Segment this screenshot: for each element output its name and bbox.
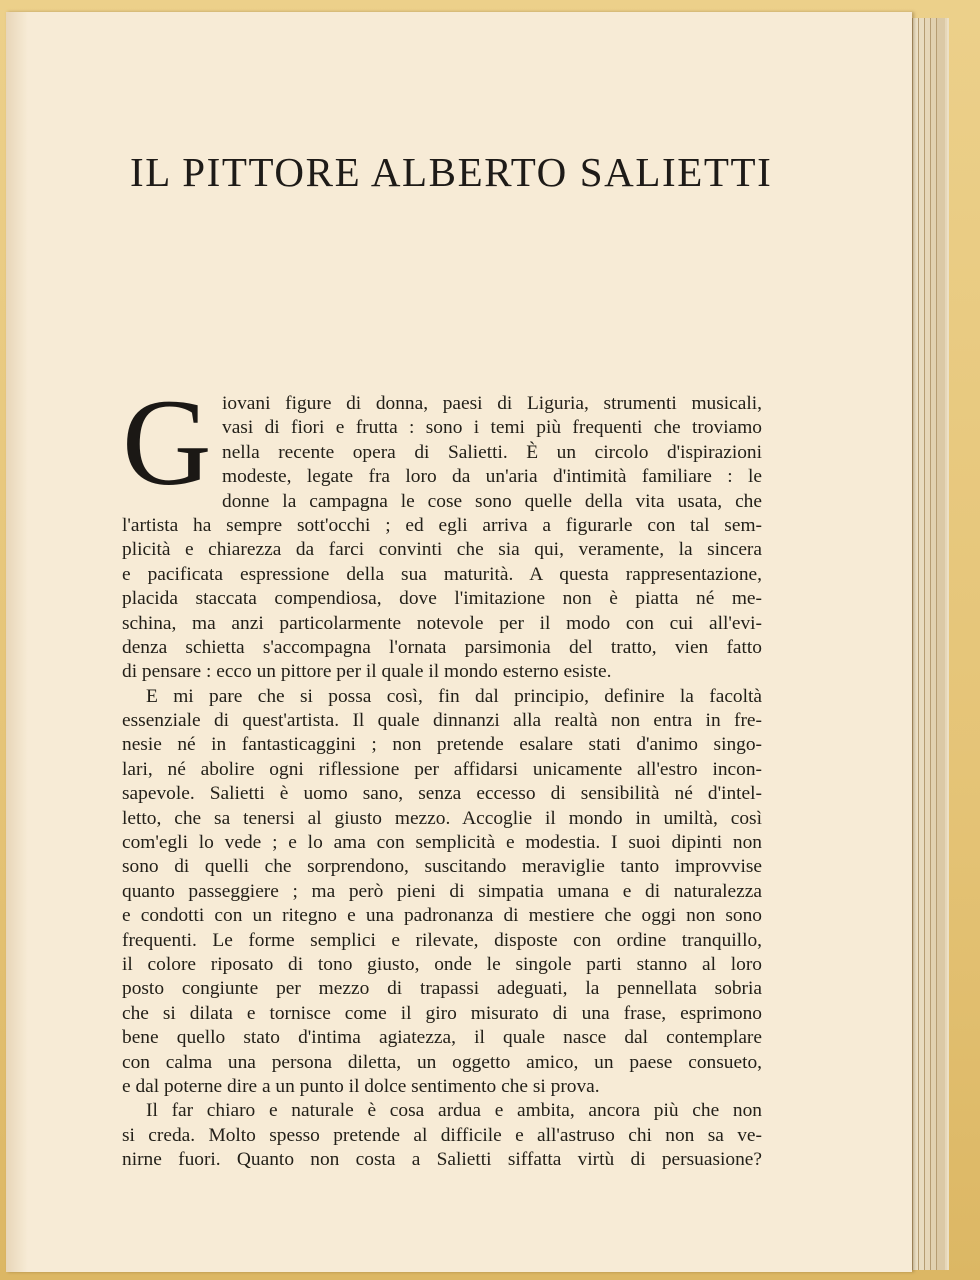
- text-line: e pacificata espressione della sua maturità. A questa rappresentazione,: [122, 563, 762, 585]
- page-edge: [936, 18, 945, 1270]
- text-line: donne la campagna le cose sono quelle della vita usata, che: [222, 490, 762, 512]
- text-line: letto, che sa tenersi al giusto mezzo. Accoglie il mondo in umiltà, così: [122, 807, 762, 829]
- text-line: vasi di fiori e frutta : sono i temi più frequenti che troviamo: [222, 417, 762, 439]
- text-line: nesie né in fantasticaggini ; non pretende esalare stati d'animo singo-: [122, 734, 762, 756]
- text-line: placida staccata compendiosa, dove l'imitazione non è piatta né me-: [122, 588, 762, 610]
- article-body: [122, 374, 762, 1173]
- text-line: posto congiunte per mezzo di trapassi adeguati, la pennellata sobria: [122, 978, 762, 1000]
- text-line: nirne fuori. Quanto non costa a Salietti siffatta virtù di persuasione?: [122, 1149, 762, 1171]
- text-line: con calma una persona diletta, un oggetto amico, un paese consueto,: [122, 1051, 762, 1073]
- drop-cap: G: [122, 374, 212, 511]
- text-line: frequenti. Le forme semplici e rilevate, disposte con ordine tranquillo,: [122, 929, 762, 951]
- text-line: e dal poterne dire a un punto il dolce sentimento che si prova.: [122, 1075, 600, 1097]
- text-line: modeste, legate fra loro da un'aria d'intimità familiare : le: [222, 466, 762, 488]
- text-line: il colore riposato di tono giusto, onde le singole parti stanno al loro: [122, 953, 762, 975]
- article-title: IL PITTORE ALBERTO SALIETTI: [130, 149, 773, 195]
- text-line: quanto passeggiere ; ma però pieni di simpatia umana e di naturalezza: [122, 880, 762, 902]
- text-line: Il far chiaro e naturale è cosa ardua e ambita, ancora più che non: [146, 1100, 762, 1122]
- text-line: plicità e chiarezza da farci convinti che sia qui, veramente, la sincera: [122, 539, 762, 561]
- text-line: che si dilata e tornisce come il giro misurato di una frase, esprimono: [122, 1002, 762, 1024]
- gutter-shadow: [6, 12, 28, 1272]
- text-line: iovani figure di donna, paesi di Liguria, strumenti musicali,: [222, 393, 762, 414]
- text-line: nella recente opera di Salietti. È un circolo d'ispirazioni: [222, 441, 762, 463]
- text-line: denza schietta s'accompagna l'ornata parsimonia del tratto, vien fatto: [122, 636, 762, 658]
- text-line: di pensare : ecco un pittore per il quale il mondo esterno esiste.: [122, 661, 612, 683]
- text-line: lari, né abolire ogni riflessione per affidarsi unicamente all'estro incon-: [122, 758, 762, 780]
- text-line: e condotti con un ritegno e una padronanza di mestiere che oggi non sono: [122, 905, 762, 927]
- text-line: l'artista ha sempre sott'occhi ; ed egli arriva a figurarle con tal sem-: [122, 514, 762, 536]
- text-line: sapevole. Salietti è uomo sano, senza eccesso di sensibilità né d'intel-: [122, 783, 762, 805]
- text-line: schina, ma anzi particolarmente notevole per il modo con cui all'evi-: [122, 612, 762, 634]
- text-line: si creda. Molto spesso pretende al difficile e all'astruso chi non sa ve-: [122, 1124, 762, 1146]
- text-line: com'egli lo vede ; e lo ama con semplicità e modestia. I suoi dipinti non: [122, 832, 762, 854]
- text-line: E mi pare che si possa così, fin dal principio, definire la facoltà: [146, 685, 762, 707]
- text-line: sono di quelli che sorprendono, suscitando meraviglie tanto improvvise: [122, 856, 762, 878]
- text-line: essenziale di quest'artista. Il quale dinnanzi alla realtà non entra in fre-: [122, 710, 762, 732]
- text-line: bene quello stato d'intima agiatezza, il quale nasce dal contemplare: [122, 1027, 762, 1049]
- book-page: [6, 12, 912, 1272]
